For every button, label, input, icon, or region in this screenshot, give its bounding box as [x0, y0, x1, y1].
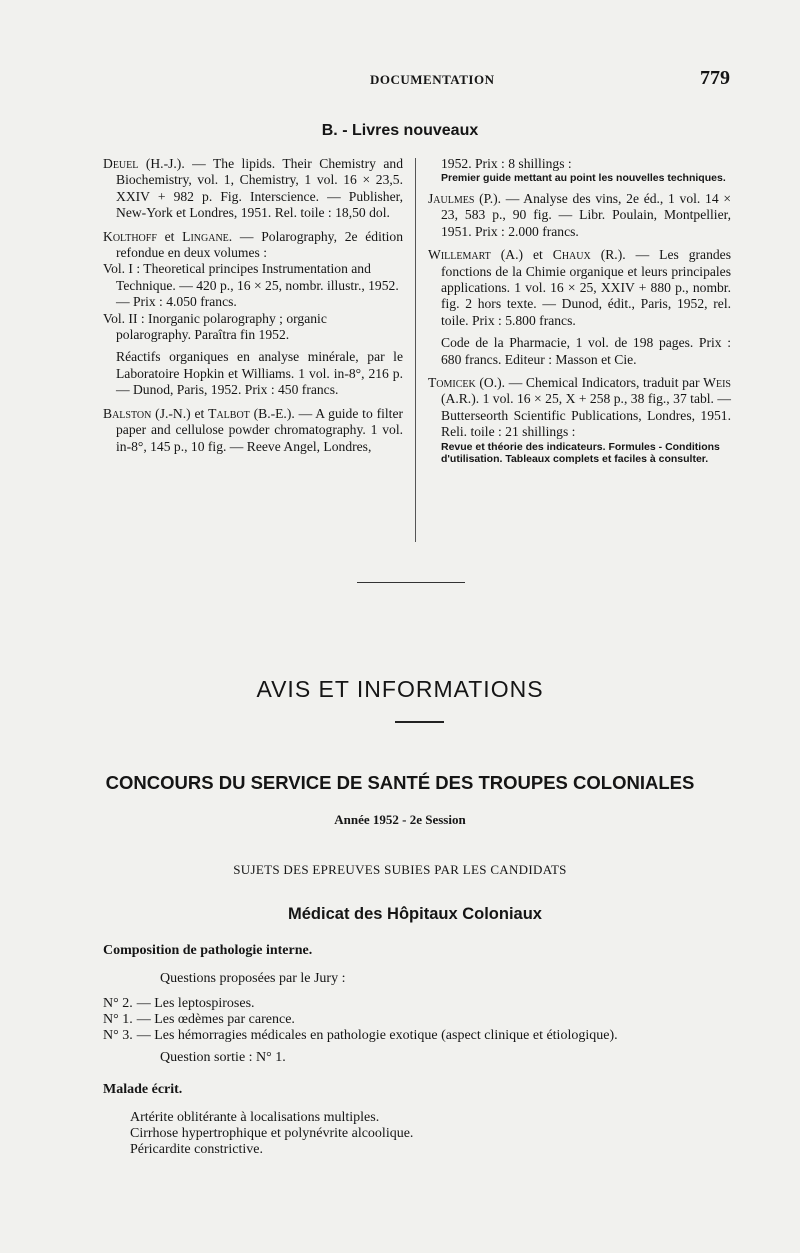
- book-entry-deuel: [103, 156, 403, 222]
- avis-title: AVIS ET INFORMATIONS: [256, 676, 544, 702]
- book-entry-kolthoff: [103, 229, 403, 262]
- right-column: [428, 156, 731, 472]
- entry-text: (A.R.). 1 vol. 16 × 25, X + 258 p., 38 fig., 37 tabl. — Butterseorth Scientific Publications, Londres, 1951. Reli. toile : 21 shillings :: [441, 391, 731, 440]
- author-name: Talbot: [208, 405, 250, 421]
- entry-text: (R.). — Les grandes fonctions de la Chimie organique et leurs principales applications. 1 vol. 16 × 25, XXIV + 880 p., nombr. fig. 2 hors texte. — Dunod, édit., Paris, 1952, rel. toile. Prix : 5.800 francs.: [441, 247, 732, 328]
- question-item: [103, 1028, 733, 1044]
- question-number: N° 1.: [103, 1012, 133, 1027]
- author-name: Willemart: [428, 247, 491, 263]
- exam-content: [103, 943, 733, 1158]
- book-note: Premier guide mettant au point les nouvelles techniques.: [441, 172, 726, 185]
- session-year: Année 1952 - 2e Session: [334, 812, 466, 827]
- subjects-heading: SUJETS DES EPREUVES SUBIES PAR LES CANDIDATS: [233, 862, 567, 877]
- question-number: N° 3.: [103, 1028, 133, 1043]
- author-name: Kolthoff: [103, 228, 157, 244]
- book-entry-code-pharmacie: Code de la Pharmacie, 1 vol. de 198 pages. Prix : 680 francs. Editeur : Masson et Cie.: [441, 335, 731, 367]
- malade-heading: Malade écrit.: [103, 1082, 183, 1097]
- questions-intro: Questions proposées par le Jury :: [160, 971, 346, 986]
- title-underline: [395, 721, 444, 723]
- author-name: Lingane: [182, 228, 229, 244]
- running-header-title: DOCUMENTATION: [370, 72, 495, 87]
- question-text: — Les œdèmes par carence.: [136, 1012, 295, 1027]
- clinical-case: Cirrhose hypertrophique et polynévrite alcoolique.: [130, 1126, 414, 1141]
- entry-text: (P.). — Analyse des vins, 2e éd., 1 vol. 14 × 23, 583 p., 90 fig. — Libr. Poulain, Montpellier, 1951. Prix : 2.000 francs.: [441, 190, 731, 239]
- question-text: — Les leptospiroses.: [136, 996, 255, 1011]
- author-name: Deuel: [103, 156, 139, 171]
- entry-text: (B.-E.). — A guide to filter paper and cellulose powder chromatography. 1 vol. in-8°, 145 p., 10 fig. — Reeve Angel, Londres,: [116, 405, 404, 454]
- volume-entry: Vol. II : Inorganic polarography ; organic polarography. Paraîtra fin 1952.: [103, 310, 327, 343]
- page-number: 779: [700, 67, 730, 89]
- book-entry-balston: [103, 406, 403, 455]
- left-column: [103, 156, 403, 462]
- book-entry-tomicek: [428, 375, 731, 441]
- entry-connector: (O.). — Chemical Indicators, traduit par: [475, 374, 704, 390]
- book-entry-jaulmes: [428, 191, 731, 240]
- entry-text: . — Polarography, 2e édition refondue en deux volumes :: [116, 228, 403, 261]
- entry-connector: (A.) et: [490, 247, 553, 263]
- author-name: Tomicek: [428, 374, 476, 390]
- concours-title: CONCOURS DU SERVICE DE SANTÉ DES TROUPES COLONIALES: [105, 772, 695, 793]
- question-text: — Les hémorragies médicales en pathologie exotique (aspect clinique et étiologique).: [136, 1028, 618, 1043]
- author-name: Weis: [703, 374, 731, 390]
- question-drawn: Question sortie : N° 1.: [160, 1050, 286, 1065]
- medicat-heading: Médicat des Hôpitaux Coloniaux: [288, 905, 542, 923]
- question-number: N° 2.: [103, 996, 133, 1011]
- section-heading: B. - Livres nouveaux: [321, 122, 479, 139]
- question-item: [103, 996, 733, 1012]
- question-item: [103, 1012, 733, 1028]
- author-name: Balston: [103, 405, 152, 421]
- clinical-case: Péricardite constrictive.: [130, 1142, 263, 1157]
- author-name: Chaux: [552, 247, 591, 263]
- volume-entry: Vol. I : Theoretical principes Instrumentation and Technique. — 420 p., 16 × 25, nombr. illustr., 1952. — Prix : 4.050 francs.: [103, 261, 399, 310]
- book-entry-balston-continued: 1952. Prix : 8 shillings :: [441, 156, 572, 171]
- clinical-case: Artérite oblitérante à localisations multiples.: [130, 1110, 380, 1125]
- running-header: [0, 67, 800, 94]
- section-separator: [357, 582, 465, 583]
- entry-connector: et: [156, 228, 183, 244]
- book-note: Revue et théorie des indicateurs. Formules - Conditions d'utilisation. Tableaux complets et faciles à consulter.: [441, 440, 720, 466]
- column-divider: [415, 158, 416, 542]
- composition-heading: Composition de pathologie interne.: [103, 943, 313, 958]
- book-entry-willemart: [428, 247, 731, 329]
- entry-text: (H.-J.). — The lipids. Their Chemistry and Biochemistry, vol. 1, Chemistry, 1 vol. 16 × 23,5. XXIV + 982 p. Fig. Interscience. — Publisher, New-York et Londres, 1951. Rel. toile : 18,50 dol.: [116, 156, 403, 221]
- author-name: Jaulmes: [428, 190, 475, 206]
- entry-connector: (J.-N.) et: [151, 405, 209, 421]
- book-entry-reactifs: Réactifs organiques en analyse minérale, par le Laboratoire Hopkin et Williams. 1 vol. in-8°, 216 p. — Dunod, Paris, 1952. Prix : 450 francs.: [116, 349, 403, 398]
